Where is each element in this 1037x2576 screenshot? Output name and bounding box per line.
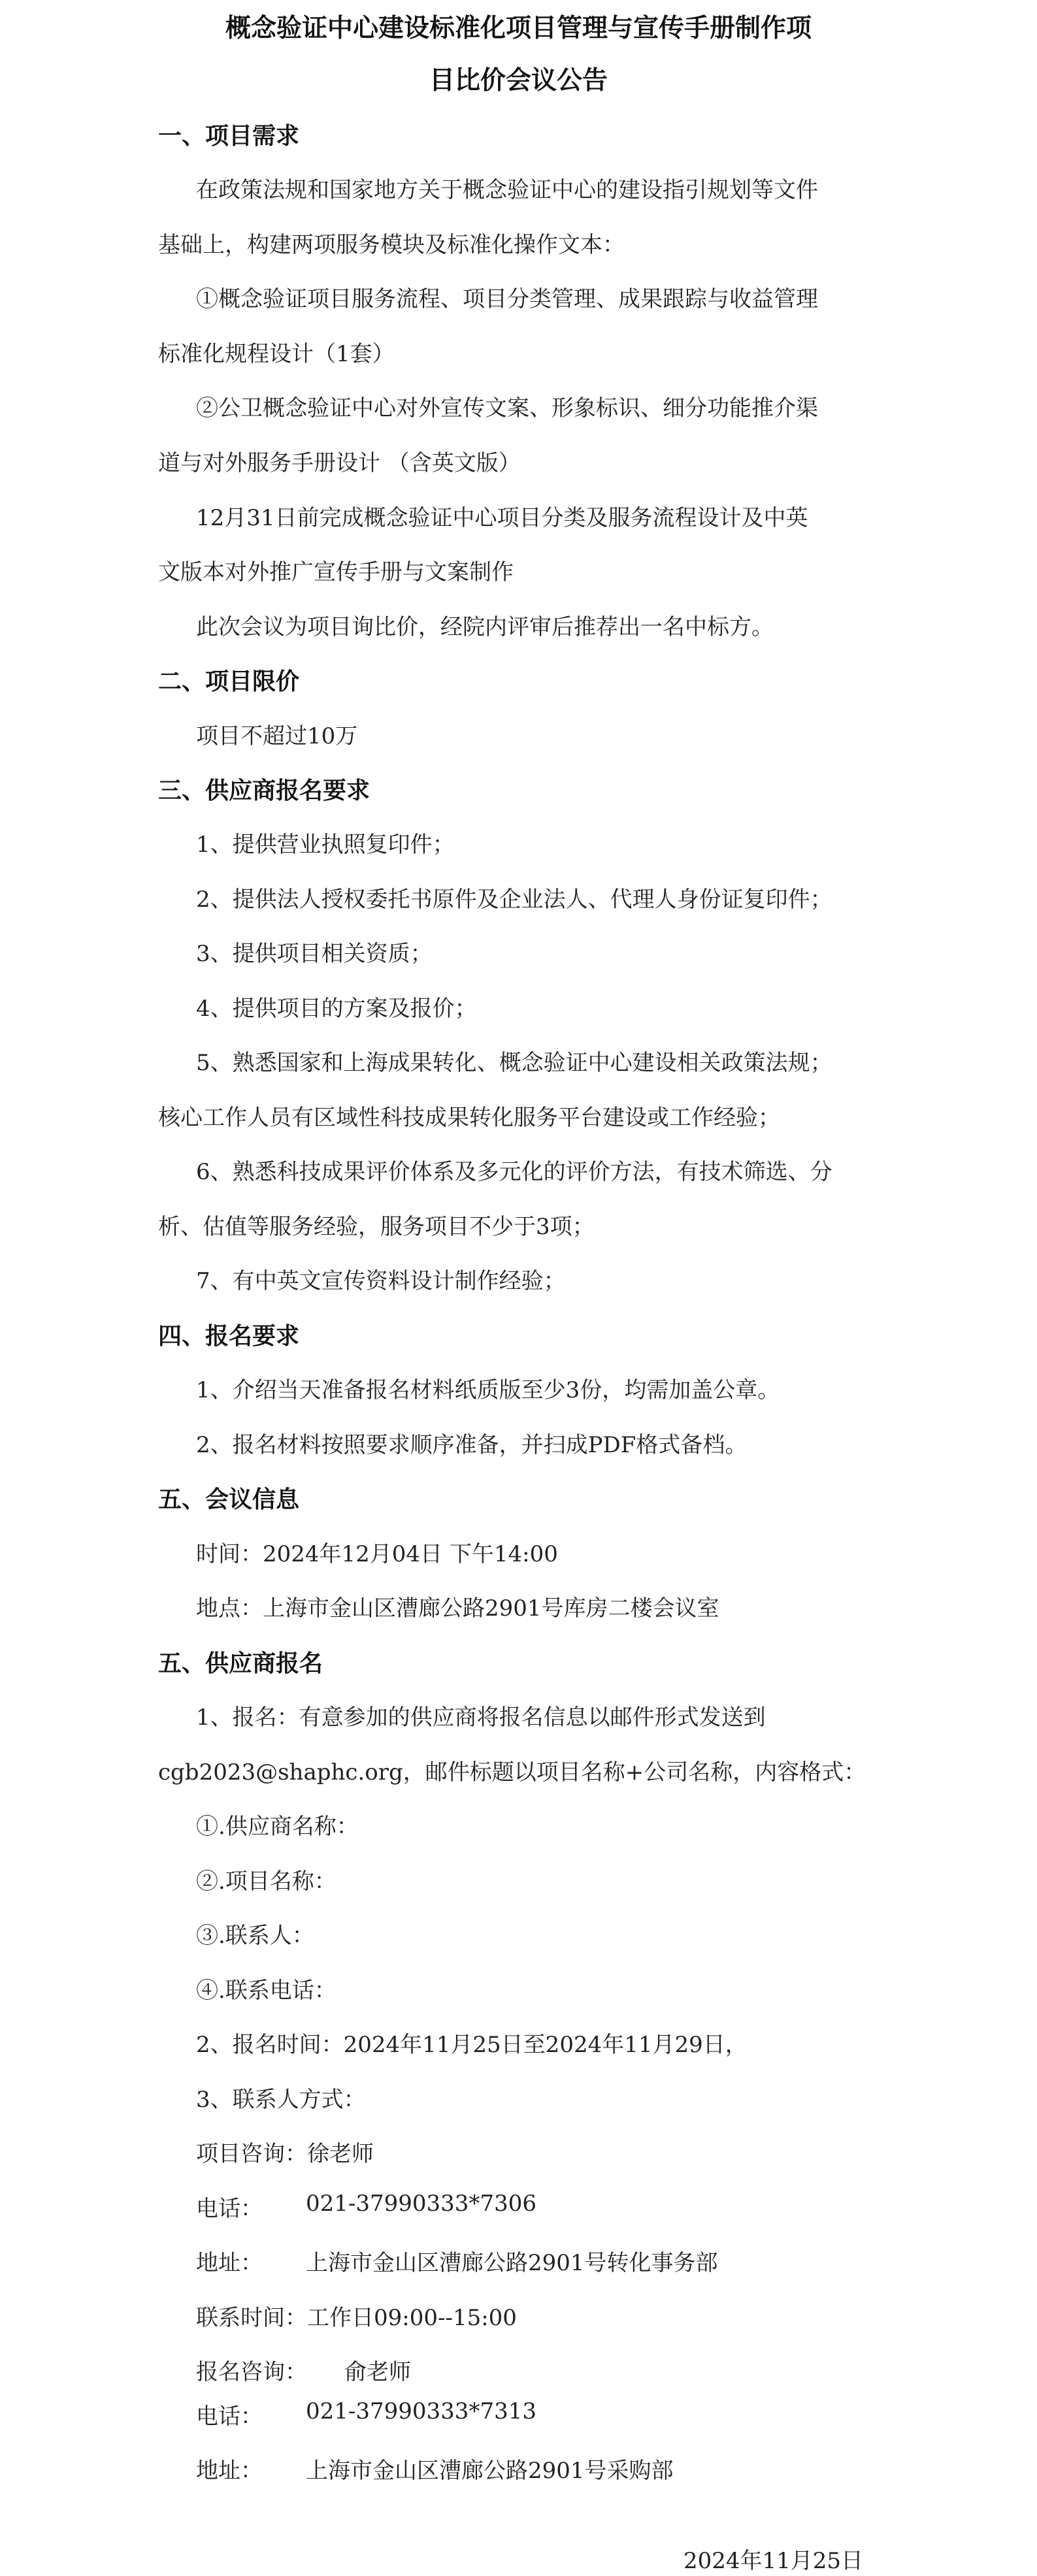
section-heading-price-limit: 二、项目限价 xyxy=(158,668,300,695)
meeting-time: 时间：2024年12月04日 下午14:00 xyxy=(196,1541,558,1567)
section-heading-supplier-registration: 五、供应商报名 xyxy=(158,1650,323,1677)
announcement-date: 2024年11月25日 xyxy=(683,2548,864,2574)
s3-req7: 7、有中英文宣传资料设计制作经验； xyxy=(196,1268,566,1294)
s1-para4-line1: 12月31日前完成概念验证中心项目分类及服务流程设计及中英 xyxy=(196,505,808,531)
s3-req6-line2: 析、估值等服务经验，服务项目不少于3项； xyxy=(158,1214,595,1240)
title-line-1: 概念验证中心建设标准化项目管理与宣传手册制作项 xyxy=(225,14,812,43)
s3-req5-line1: 5、熟悉国家和上海成果转化、概念验证中心建设相关政策法规； xyxy=(196,1050,832,1076)
s3-req2: 2、提供法人授权委托书原件及企业法人、代理人身份证复印件； xyxy=(196,887,832,913)
s3-req5-line2: 核心工作人员有区域性科技成果转化服务平台建设或工作经验； xyxy=(158,1105,780,1131)
section-heading-registration-requirements: 四、报名要求 xyxy=(158,1323,300,1350)
contact1-phone-label: 电话： xyxy=(196,2196,263,2222)
contact2-phone-label: 电话： xyxy=(196,2404,263,2430)
s3-req1: 1、提供营业执照复印件； xyxy=(196,832,455,858)
title-line-2: 目比价会议公告 xyxy=(429,66,608,95)
s6-item1-line2: cgb2023@shaphc.org，邮件标题以项目名称+公司名称，内容格式： xyxy=(158,1759,866,1785)
format-field-contact-phone: ④.联系电话： xyxy=(196,1978,337,2004)
s1-para3-line2: 道与对外服务手册设计 （含英文版） xyxy=(158,450,521,476)
s4-req1: 1、介绍当天准备报名材料纸质版至少3份，均需加盖公章。 xyxy=(196,1377,780,1403)
format-field-supplier-name: ①.供应商名称： xyxy=(196,1814,359,1840)
s3-req3: 3、提供项目相关资质； xyxy=(196,941,433,967)
s6-item1-line1: 1、报名：有意参加的供应商将报名信息以邮件形式发送到 xyxy=(196,1704,766,1731)
s3-req4: 4、提供项目的方案及报价； xyxy=(196,996,477,1022)
s1-para2-line1: ①概念验证项目服务流程、项目分类管理、成果跟踪与收益管理 xyxy=(196,286,818,312)
registration-consult-name: 俞老师 xyxy=(344,2359,411,2385)
s1-para2-line2: 标准化规程设计（1套） xyxy=(158,341,395,367)
section-heading-meeting-info: 五、会议信息 xyxy=(158,1486,300,1513)
s3-req6-line1: 6、熟悉科技成果评价体系及多元化的评价方法，有技术筛选、分 xyxy=(196,1159,832,1185)
s6-item3-contact-method: 3、联系人方式： xyxy=(196,2087,366,2113)
contact2-address: 上海市金山区漕廊公路2901号采购部 xyxy=(306,2458,674,2484)
contact1-address-label: 地址： xyxy=(196,2250,263,2276)
s1-para5: 此次会议为项目询比价，经院内评审后推荐出一名中标方。 xyxy=(196,614,774,640)
s2-para1: 项目不超过10万 xyxy=(196,723,358,749)
meeting-place: 地点：上海市金山区漕廊公路2901号库房二楼会议室 xyxy=(196,1595,719,1622)
section-heading-requirements: 一、项目需求 xyxy=(158,123,300,150)
contact1-address: 上海市金山区漕廊公路2901号转化事务部 xyxy=(306,2250,718,2276)
registration-consult-label: 报名咨询： xyxy=(196,2359,307,2385)
contact2-phone: 021-37990333*7313 xyxy=(306,2398,536,2424)
s1-para3-line1: ②公卫概念验证中心对外宣传文案、形象标识、细分功能推介渠 xyxy=(196,395,818,421)
section-heading-supplier-requirements: 三、供应商报名要求 xyxy=(158,777,370,804)
format-field-project-name: ②.项目名称： xyxy=(196,1868,337,1895)
project-consult-contact: 项目咨询：徐老师 xyxy=(196,2141,374,2167)
s4-req2: 2、报名材料按照要求顺序准备，并扫成PDF格式备档。 xyxy=(196,1432,748,1458)
contact2-address-label: 地址： xyxy=(196,2458,263,2484)
s6-item2-registration-time: 2、报名时间：2024年11月25日至2024年11月29日， xyxy=(196,2032,748,2058)
s1-para1-line1: 在政策法规和国家地方关于概念验证中心的建设指引规划等文件 xyxy=(196,177,818,203)
contact1-phone: 021-37990333*7306 xyxy=(306,2191,536,2217)
s1-para1-line2: 基础上，构建两项服务模块及标准化操作文本： xyxy=(158,232,625,258)
s1-para4-line2: 文版本对外推广宣传手册与文案制作 xyxy=(158,559,514,585)
format-field-contact-person: ③.联系人： xyxy=(196,1923,314,1949)
contact1-hours: 联系时间：工作日09:00--15:00 xyxy=(196,2305,517,2331)
